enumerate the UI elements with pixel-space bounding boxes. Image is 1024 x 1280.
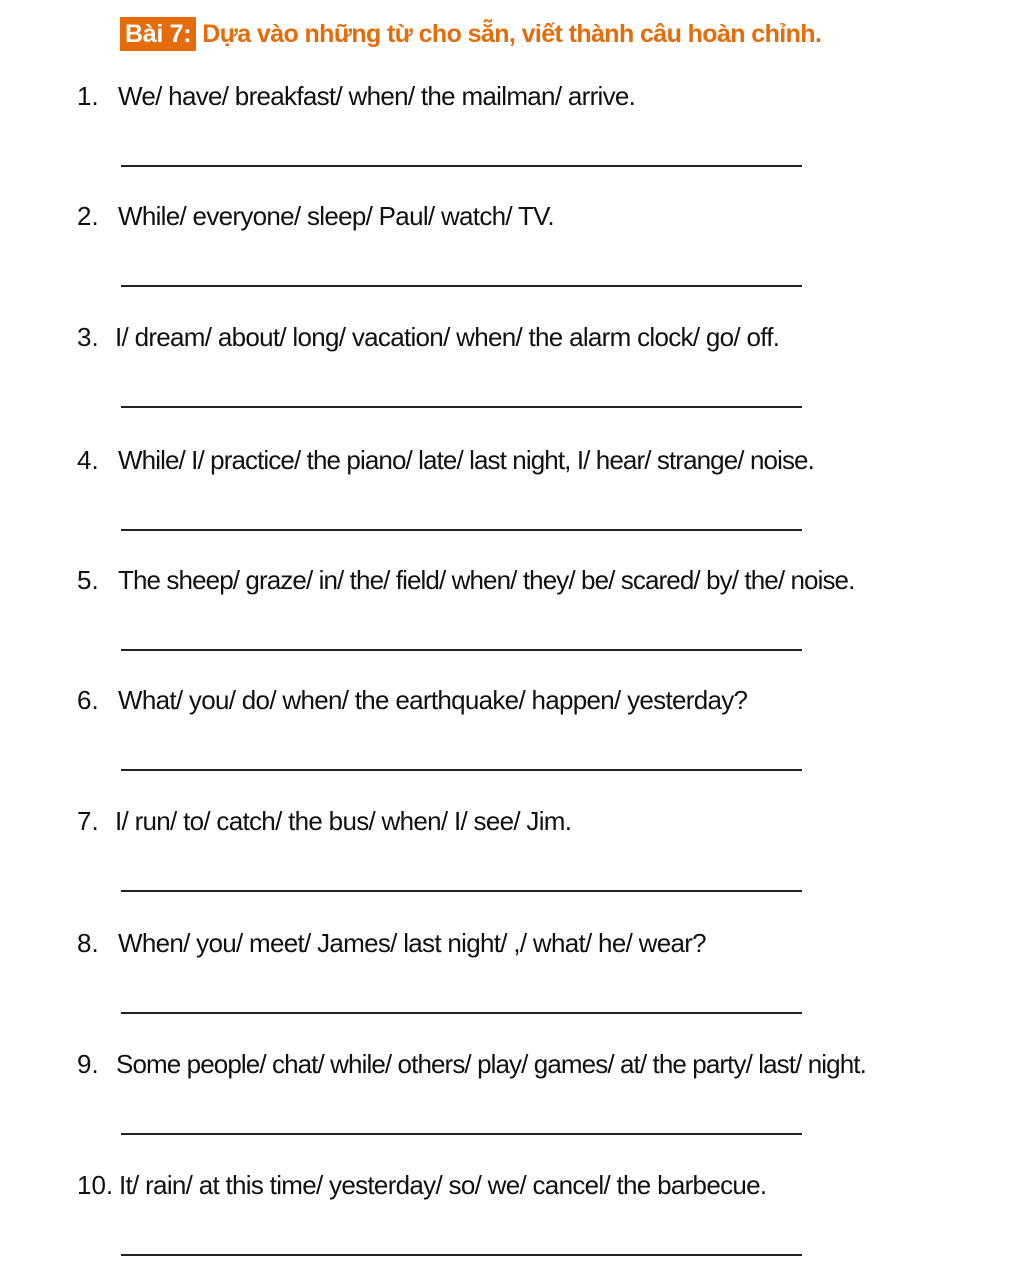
question-text: When/ you/ meet/ James/ last night/ ,/ what/ he/ wear?	[118, 928, 706, 958]
question-text: Some people/ chat/ while/ others/ play/ games/ at/ the party/ last/ night.	[116, 1049, 866, 1079]
question-text: While/ I/ practice/ the piano/ late/ last night, I/ hear/ strange/ noise.	[118, 445, 814, 475]
question-number: 8.	[77, 928, 99, 958]
answer-line[interactable]	[121, 285, 802, 287]
answer-line[interactable]	[121, 890, 802, 892]
question-text: It/ rain/ at this time/ yesterday/ so/ we/ cancel/ the barbecue.	[119, 1170, 767, 1200]
question-text: What/ you/ do/ when/ the earthquake/ happen/ yesterday?	[118, 685, 748, 715]
question-number: 6.	[77, 685, 99, 715]
question-text: I/ dream/ about/ long/ vacation/ when/ the alarm clock/ go/ off.	[115, 322, 780, 352]
answer-line[interactable]	[121, 769, 802, 771]
question-text: I/ run/ to/ catch/ the bus/ when/ I/ see/ Jim.	[115, 806, 572, 836]
answer-line[interactable]	[121, 1012, 802, 1014]
exercise-badge: Bài 7:	[120, 17, 196, 51]
question-number: 4.	[77, 445, 99, 475]
exercise-header	[120, 16, 821, 52]
answer-line[interactable]	[121, 529, 802, 531]
answer-line[interactable]	[121, 1133, 802, 1135]
question-number: 2.	[77, 201, 99, 231]
question-text: The sheep/ graze/ in/ the/ field/ when/ they/ be/ scared/ by/ the/ noise.	[118, 565, 855, 595]
answer-line[interactable]	[121, 406, 802, 408]
question-number: 1.	[77, 81, 99, 111]
question-text: While/ everyone/ sleep/ Paul/ watch/ TV.	[118, 201, 554, 231]
answer-line[interactable]	[121, 165, 802, 167]
exercise-title: Dựa vào những từ cho sẵn, viết thành câu hoàn chỉnh.	[202, 20, 822, 48]
question-number: 10.	[77, 1170, 114, 1200]
question-number: 9.	[77, 1049, 99, 1079]
question-number: 7.	[77, 806, 99, 836]
answer-line[interactable]	[121, 1254, 802, 1256]
question-text: We/ have/ breakfast/ when/ the mailman/ arrive.	[118, 81, 636, 111]
question-number: 3.	[77, 322, 99, 352]
question-number: 5.	[77, 565, 99, 595]
answer-line[interactable]	[121, 649, 802, 651]
